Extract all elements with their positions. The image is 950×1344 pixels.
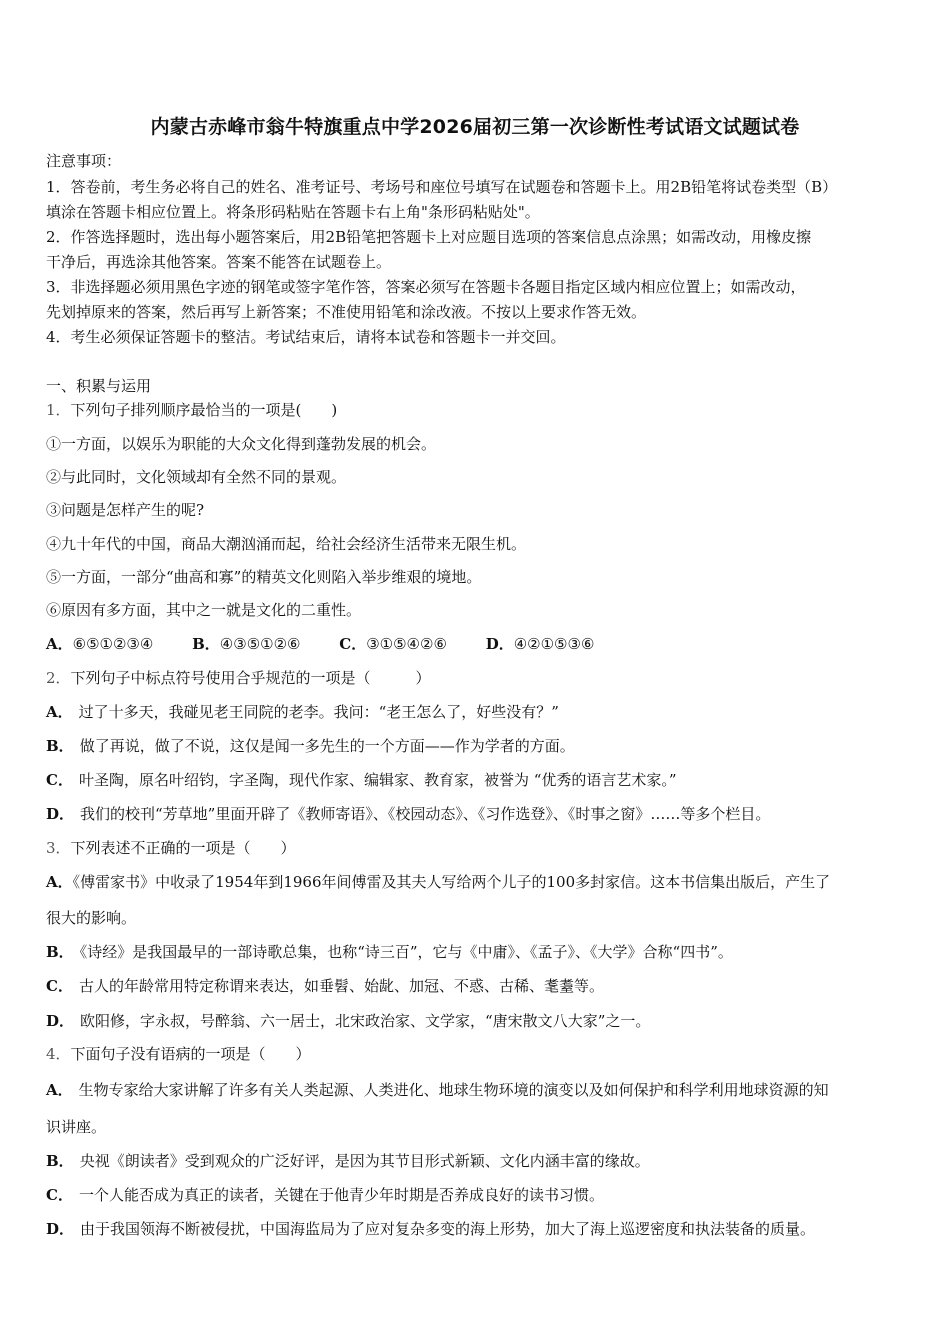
option-label: B． <box>192 635 220 653</box>
question-stem: 下面句子没有语病的一项是（ ） <box>70 1045 311 1063</box>
section-heading: 一、积累与运用 <box>46 377 152 395</box>
option-label: C． <box>46 977 73 995</box>
q1-sentence: ⑥原因有多方面，其中之一就是文化的二重性。 <box>46 601 362 619</box>
option-label: D． <box>485 635 514 653</box>
option-text: 《诗经》是我国最早的一部诗歌总集，也称“诗三百”，它与《中庸》、《孟子》、《大学》合称“四书”。 <box>79 943 733 961</box>
question-3 <box>46 838 296 858</box>
q1-sentence: ④九十年代的中国，商品大潮汹涌而起，给社会经济生活带来无限生机。 <box>46 535 527 553</box>
option-text: ④②①⑤③⑥ <box>513 635 595 653</box>
q3-option-c[interactable] <box>46 976 604 996</box>
notice-line: 3．非选择题必须用黑色字迹的钢笔或签字笔作答，答案必须写在答题卡各题目指定区域内相应位置上；如需改动， <box>46 278 806 296</box>
q1-sentence: ⑤一方面，一部分“曲高和寡”的精英文化则陷入举步维艰的境地。 <box>46 568 482 586</box>
option-text: 古人的年龄常用特定称谓来表达，如垂髫、始龀、加冠、不惑、古稀、耄耋等。 <box>78 977 604 995</box>
option-text: 由于我国领海不断被侵扰，中国海监局为了应对复杂多变的海上形势，加大了海上巡逻密度和执法装备的质量。 <box>80 1220 816 1238</box>
question-1 <box>46 400 337 420</box>
notice-heading: 注意事项： <box>46 152 122 170</box>
q4-option-c[interactable] <box>46 1185 604 1205</box>
page-title: 内蒙古赤峰市翁牛特旗重点中学2026届初三第一次诊断性考试语文试题试卷 <box>150 116 800 138</box>
option-text: 《傅雷家书》中收录了1954年到1966年间傅雷及其夫人写给两个儿子的100多封家信。这本书信集出版后，产生了 <box>72 873 831 891</box>
question-2 <box>46 668 431 688</box>
q1-sentence: ②与此同时，文化领域却有全然不同的景观。 <box>46 468 347 486</box>
q1-options <box>46 634 594 654</box>
notice-line: 先划掉原来的答案，然后再写上新答案；不准使用铅笔和涂改液。不按以上要求作答无效。 <box>46 303 647 321</box>
notice-line: 1．答卷前，考生务必将自己的姓名、准考证号、考场号和座位号填写在试题卷和答题卡上。用2B铅笔将试卷类型（B） <box>46 178 838 196</box>
q2-option-b[interactable] <box>46 736 575 756</box>
notice-line: 干净后，再选涂其他答案。答案不能答在试题卷上。 <box>46 253 392 271</box>
q1-sentence: ③问题是怎样产生的呢? <box>46 501 205 519</box>
q1-option-c[interactable] <box>339 634 447 654</box>
q2-option-c[interactable] <box>46 770 677 790</box>
option-text: 央视《朗读者》受到观众的广泛好评，是因为其节目形式新颖、文化内涵丰富的缘故。 <box>79 1152 650 1170</box>
option-text: 我们的校刊“芳草地”里面开辟了《教师寄语》、《校园动态》、《习作选登》、《时事之窗》……等多个栏目。 <box>80 805 771 823</box>
question-4 <box>46 1044 311 1064</box>
question-number: 1． <box>46 401 71 419</box>
option-label: B． <box>46 737 74 755</box>
q2-option-d[interactable] <box>46 804 770 824</box>
option-label: C． <box>46 1186 73 1204</box>
q1-option-b[interactable] <box>192 634 300 654</box>
q4-option-b[interactable] <box>46 1151 650 1171</box>
option-label: D． <box>46 1012 75 1030</box>
q1-sentence: ①一方面，以娱乐为职能的大众文化得到蓬勃发展的机会。 <box>46 435 437 453</box>
option-text: 做了再说，做了不说，这仅是闻一多先生的一个方面——作为学者的方面。 <box>79 737 575 755</box>
option-text: 一个人能否成为真正的读者，关键在于他青少年时期是否养成良好的读书习惯。 <box>78 1186 604 1204</box>
q2-option-a[interactable] <box>46 702 559 722</box>
option-label: A． <box>46 703 73 721</box>
question-stem: 下列表述不正确的一项是（ ） <box>70 839 296 857</box>
q4-option-a-cont: 识讲座。 <box>46 1118 107 1136</box>
q4-option-a[interactable] <box>46 1080 829 1100</box>
q1-option-d[interactable] <box>486 634 595 654</box>
notice-line: 4．考生必须保证答题卡的整洁。考试结束后，请将本试卷和答题卡一并交回。 <box>46 328 566 346</box>
option-label: A． <box>46 873 73 891</box>
option-label: D． <box>46 805 75 823</box>
option-label: D． <box>46 1220 75 1238</box>
option-label: C． <box>46 771 73 789</box>
q3-option-a[interactable] <box>46 872 830 892</box>
option-label: B． <box>46 1152 74 1170</box>
question-number: 2． <box>46 669 71 687</box>
option-text: 生物专家给大家讲解了许多有关人类起源、人类进化、地球生物环境的演变以及如何保护和科学利用地球资源的知 <box>78 1081 829 1099</box>
option-text: 叶圣陶，原名叶绍钧，字圣陶，现代作家、编辑家、教育家，被誉为 “优秀的语言艺术家。” <box>78 771 677 789</box>
option-label: C． <box>339 635 367 653</box>
option-text: 过了十多天，我碰见老王同院的老李。我问：“老王怎么了，好些没有？” <box>78 703 559 721</box>
question-stem: 下列句子排列顺序最恰当的一项是( ) <box>70 401 338 419</box>
q4-option-d[interactable] <box>46 1219 815 1239</box>
option-label: A． <box>46 635 73 653</box>
option-label: A． <box>46 1081 73 1099</box>
q1-option-a[interactable] <box>46 634 153 654</box>
q3-option-a-cont: 很大的影响。 <box>46 909 137 927</box>
notice-line: 2．作答选择题时，选出每小题答案后，用2B铅笔把答题卡上对应题目选项的答案信息点涂黑；如需改动，用橡皮擦 <box>46 228 812 246</box>
option-label: B． <box>46 943 74 961</box>
question-number: 4． <box>46 1045 71 1063</box>
option-text: 欧阳修，字永叔，号醉翁、六一居士，北宋政治家、文学家，“唐宋散文八大家”之一。 <box>80 1012 651 1030</box>
question-stem: 下列句子中标点符号使用合乎规范的一项是（ ） <box>70 669 431 687</box>
option-text: ③①⑤④②⑥ <box>366 635 447 653</box>
option-text: ④③⑤①②⑥ <box>219 635 301 653</box>
notice-line: 填涂在答题卡相应位置上。将条形码粘贴在答题卡右上角"条形码粘贴处"。 <box>46 203 540 221</box>
q3-option-b[interactable] <box>46 942 733 962</box>
q3-option-d[interactable] <box>46 1011 650 1031</box>
question-number: 3． <box>46 839 71 857</box>
option-text: ⑥⑤①②③④ <box>72 635 154 653</box>
